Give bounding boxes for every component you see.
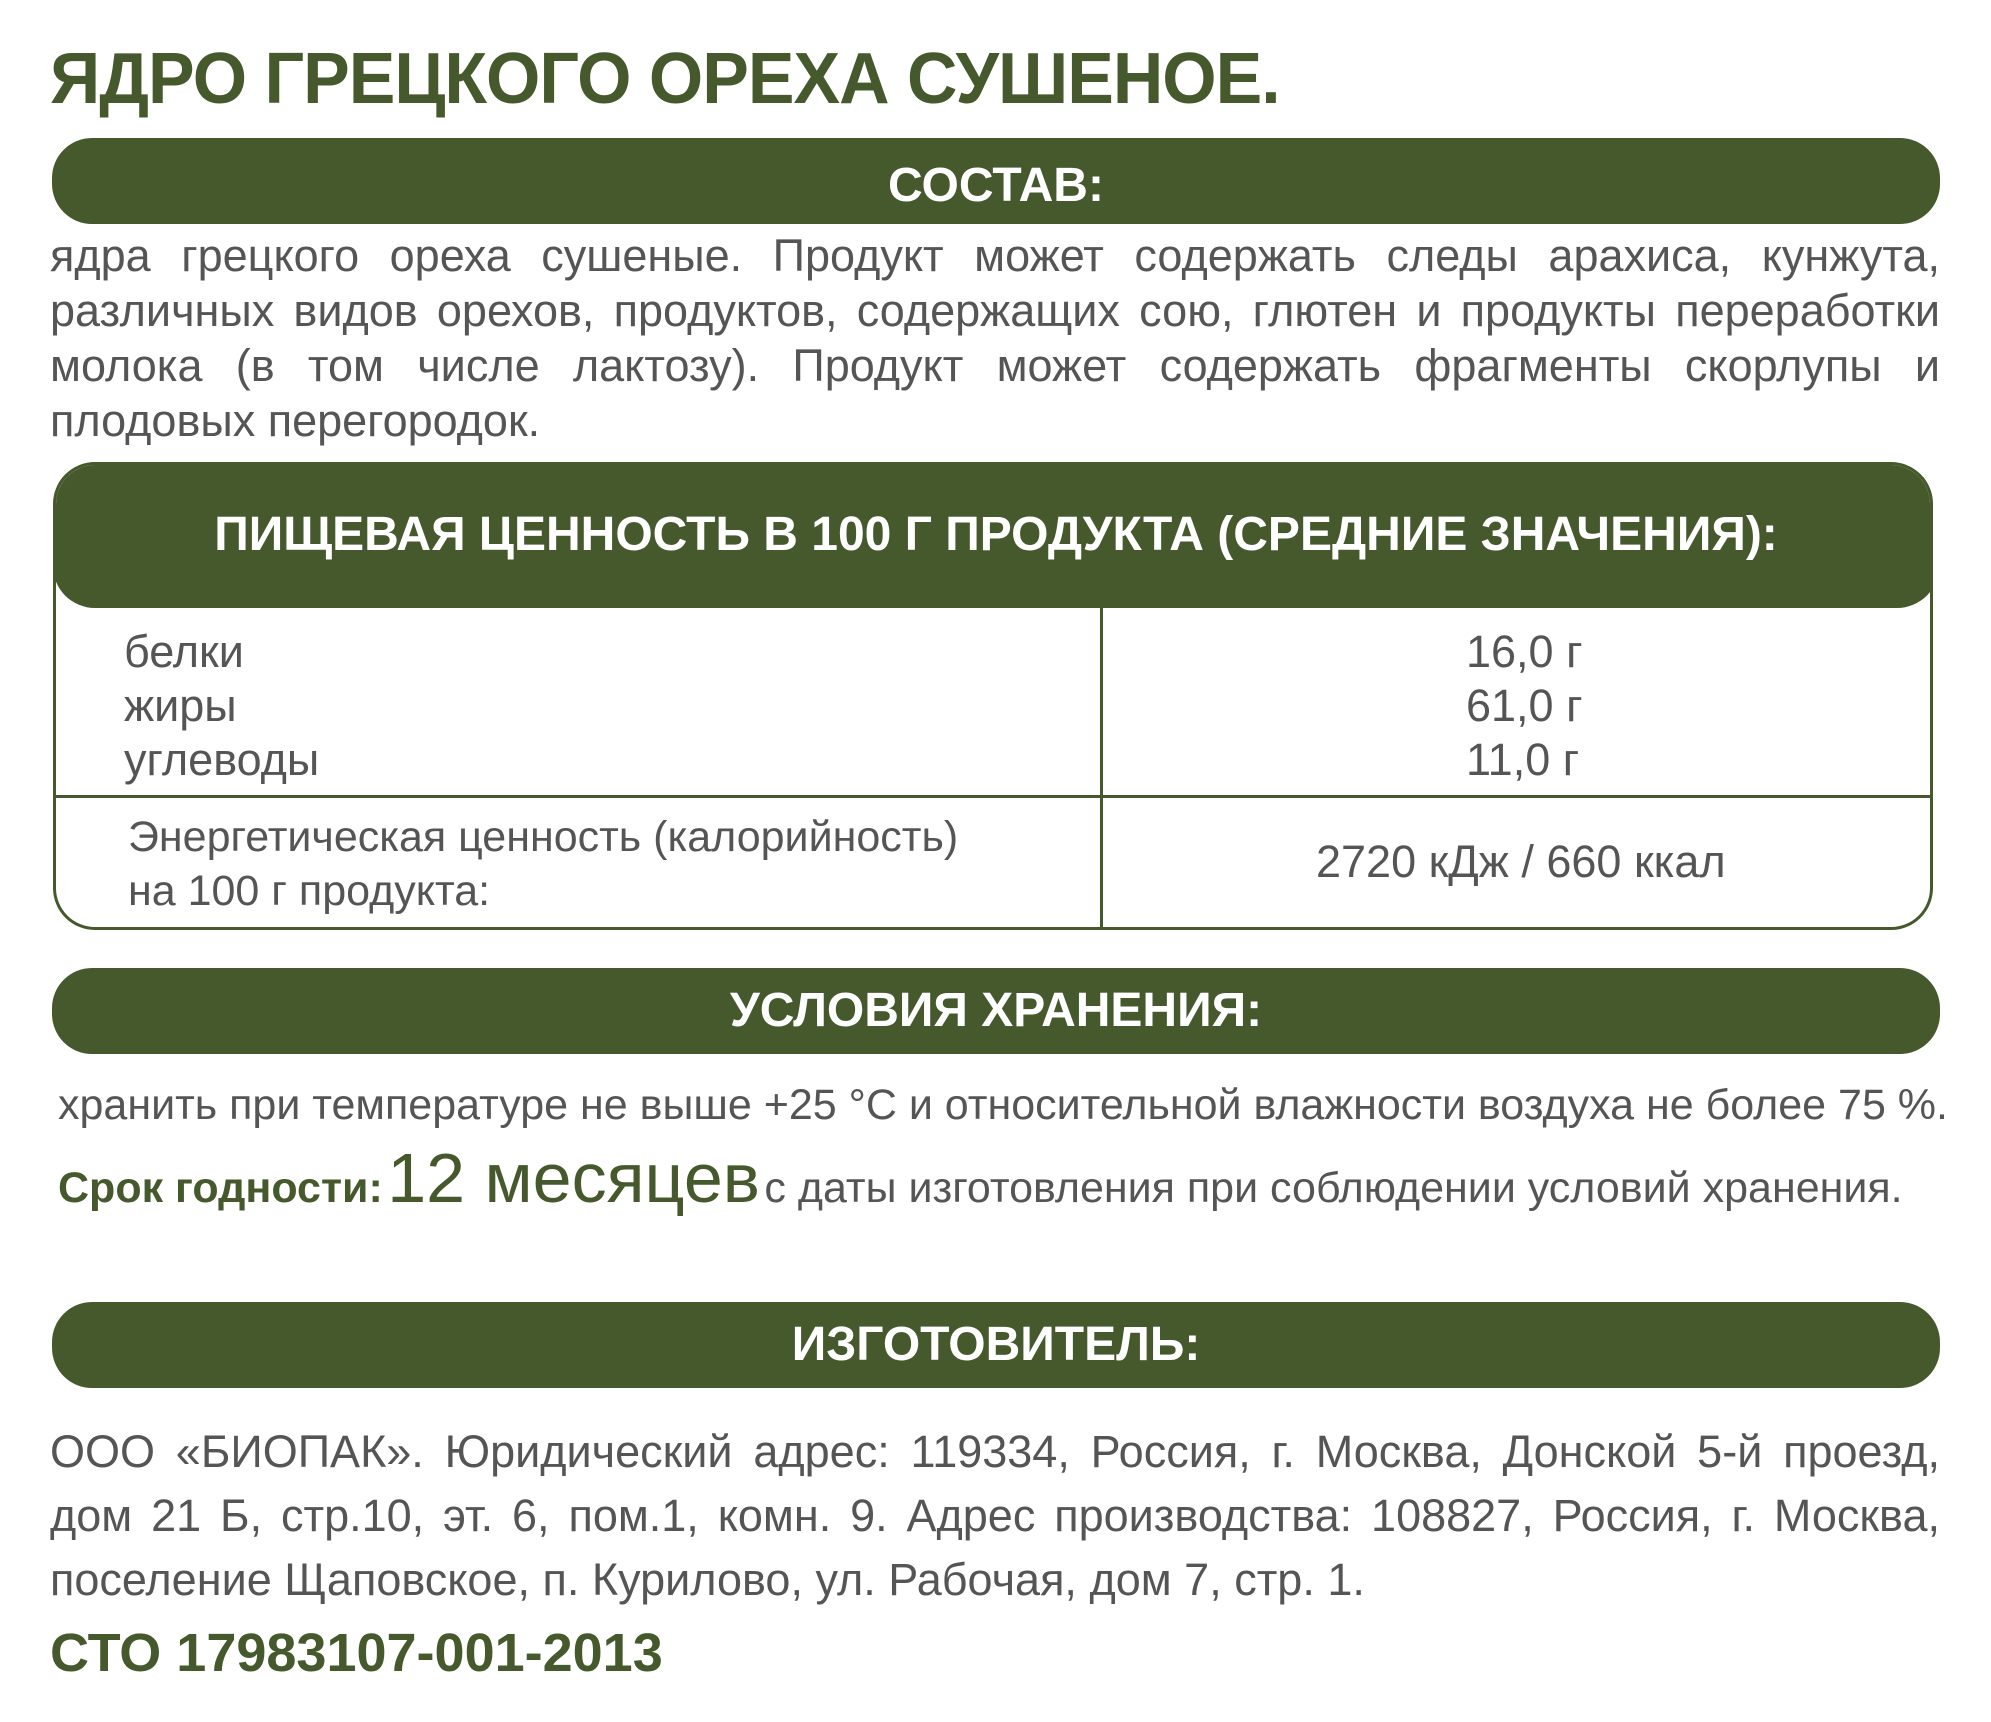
energy-label-line1: Энергетическая ценность (калорийность) bbox=[128, 813, 959, 861]
composition-heading-band bbox=[52, 138, 1940, 224]
manufacturer-heading: ИЗГОТОВИТЕЛЬ: bbox=[791, 1318, 1201, 1371]
nutrition-heading: ПИЩЕВАЯ ЦЕННОСТЬ В 100 Г ПРОДУКТА (СРЕДНИЕ ЗНАЧЕНИЯ): bbox=[53, 462, 1933, 608]
nutrient-value-fat: 61,0 г bbox=[1466, 680, 1583, 731]
nutrient-values bbox=[1466, 625, 1583, 787]
nutrient-value-carbs: 11,0 г bbox=[1466, 734, 1580, 785]
nutrient-label-protein: белки bbox=[124, 626, 244, 677]
storage-text: хранить при температуре не выше +25 °С и относительной влажности воздуха не более 75 %. bbox=[58, 1081, 1948, 1129]
shelf-life bbox=[58, 1138, 1903, 1218]
shelf-life-label: Срок годности: bbox=[58, 1164, 383, 1212]
storage-heading: УСЛОВИЯ ХРАНЕНИЯ: bbox=[729, 984, 1263, 1037]
nutrient-value-protein: 16,0 г bbox=[1466, 626, 1583, 677]
energy-value: 2720 кДж / 660 ккал bbox=[1316, 836, 1726, 887]
energy-label bbox=[128, 810, 958, 918]
storage-heading-band bbox=[52, 968, 1940, 1054]
manufacturer-text: ООО «БИОПАК». Юридический адрес: 119334, Россия, г. Москва, Донской 5-й проезд, дом 21 Б, стр.10, эт. 6, пом.1, комн. 9. Адрес производства: 108827, Россия, г. Москва, поселение Щаповское, п. Курилово, ул. Рабочая, дом 7, стр. 1. bbox=[50, 1426, 1940, 1605]
energy-label-line2: на 100 г продукта: bbox=[128, 867, 491, 915]
nutrient-labels bbox=[124, 625, 319, 787]
nutrition-table bbox=[53, 462, 1933, 930]
manufacturer-heading-band bbox=[52, 1302, 1940, 1388]
standard-number: СТО 17983107-001-2013 bbox=[50, 1623, 663, 1683]
composition-text: ядра грецкого ореха сушеные. Продукт может содержать следы арахиса, кунжута, различных видов орехов, продуктов, содержащих сою, глютен и продукты переработки молока (в том числе лактозу). Продукт может содержать фрагменты скорлупы и плодовых перегородок. bbox=[50, 230, 1940, 446]
nutrient-label-fat: жиры bbox=[124, 680, 237, 731]
table-divider-horizontal bbox=[56, 795, 1933, 798]
table-divider-vertical bbox=[1100, 607, 1103, 930]
nutrient-label-carbs: углеводы bbox=[124, 734, 320, 785]
shelf-life-value: 12 месяцев bbox=[387, 1139, 760, 1217]
composition-heading: СОСТАВ: bbox=[888, 159, 1104, 212]
product-title: ЯДРО ГРЕЦКОГО ОРЕХА СУШЕНОЕ. bbox=[50, 39, 1280, 119]
shelf-life-condition: с даты изготовления при соблюдении условий хранения. bbox=[764, 1164, 1903, 1212]
